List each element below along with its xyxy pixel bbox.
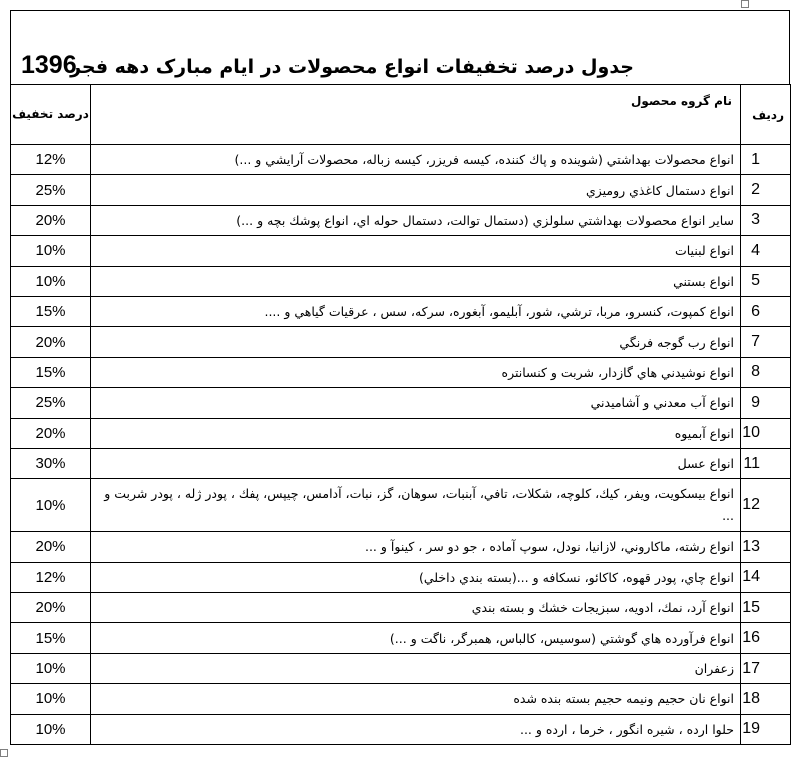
row-number-cell: 16	[741, 623, 791, 653]
discount-cell: 12%	[11, 145, 91, 175]
discount-sheet	[10, 10, 790, 750]
title-year: 1396	[21, 51, 77, 79]
table-row	[11, 296, 791, 326]
group-name-cell: انواع آبميوه	[91, 418, 741, 448]
group-name-cell: انواع بستني	[91, 266, 741, 296]
group-name-cell: انواع رب گوجه فرنگي	[91, 327, 741, 357]
group-name-cell: زعفران	[91, 653, 741, 683]
row-number-cell: 12	[741, 479, 791, 532]
group-name-cell: انواع رشته، ماكاروني، لازانيا، نودل، سوپ آماده ، جو دو سر ، كينوآ و ...	[91, 532, 741, 562]
discount-cell: 30%	[11, 448, 91, 478]
table-row	[11, 653, 791, 683]
table-row	[11, 236, 791, 266]
discount-cell: 20%	[11, 205, 91, 235]
row-number-cell: 6	[741, 296, 791, 326]
table-row	[11, 532, 791, 562]
discount-table	[10, 84, 791, 745]
table-row	[11, 327, 791, 357]
discount-cell: 20%	[11, 418, 91, 448]
row-number-cell: 10	[741, 418, 791, 448]
table-row	[11, 357, 791, 387]
title-box	[10, 10, 790, 84]
table-row	[11, 388, 791, 418]
group-name-cell: انواع كمپوت، كنسرو، مربا، ترشي، شور، آبليمو، آبغوره، سركه، سس ، عرقيات گياهي و ....	[91, 296, 741, 326]
group-name-cell: انواع بيسكويت، ويفر، كيك، كلوچه، شكلات، تافي، آبنبات، سوهان، گز، نبات، آدامس، چيپس، پفك ، پودر ژله ، پودر شربت و ...	[91, 479, 741, 532]
discount-cell: 10%	[11, 653, 91, 683]
table-row	[11, 684, 791, 714]
table-row	[11, 448, 791, 478]
row-number-cell: 19	[741, 714, 791, 744]
discount-cell: 25%	[11, 388, 91, 418]
row-number-cell: 7	[741, 327, 791, 357]
discount-cell: 20%	[11, 327, 91, 357]
corner-marker	[0, 749, 8, 757]
table-row	[11, 175, 791, 205]
discount-cell: 20%	[11, 593, 91, 623]
discount-cell: 15%	[11, 357, 91, 387]
group-name-cell: انواع آب معدني و آشاميدني	[91, 388, 741, 418]
table-row	[11, 145, 791, 175]
table-row	[11, 714, 791, 744]
group-name-cell: حلوا ارده ، شيره انگور ، خرما ، ارده و ...	[91, 714, 741, 744]
row-number-cell: 5	[741, 266, 791, 296]
row-number-cell: 14	[741, 562, 791, 592]
table-body	[11, 145, 791, 745]
row-number-cell: 4	[741, 236, 791, 266]
group-name-cell: انواع نان حجیم ونیمه حجیم بسته بنده شده	[91, 684, 741, 714]
discount-cell: 10%	[11, 479, 91, 532]
table-row	[11, 205, 791, 235]
discount-cell: 10%	[11, 714, 91, 744]
group-name-cell: انواع آرد، نمك، ادويه، سبزيجات خشك و بسته بندي	[91, 593, 741, 623]
discount-cell: 20%	[11, 532, 91, 562]
group-name-cell: ساير انواع محصولات بهداشتي سلولزي (دستمال توالت، دستمال حوله اي، انواع پوشك بچه و ...)	[91, 205, 741, 235]
row-number-cell: 1	[741, 145, 791, 175]
group-name-cell: انواع محصولات بهداشتي (شوينده و پاك كننده، كيسه فريزر، كيسه زباله، محصولات آرايشي و ...)	[91, 145, 741, 175]
row-number-cell: 18	[741, 684, 791, 714]
discount-cell: 10%	[11, 266, 91, 296]
group-name-cell: انواع عسل	[91, 448, 741, 478]
table-header-row	[11, 85, 791, 145]
table-row	[11, 562, 791, 592]
row-number-cell: 15	[741, 593, 791, 623]
discount-cell: 15%	[11, 623, 91, 653]
discount-cell: 12%	[11, 562, 91, 592]
row-number-cell: 17	[741, 653, 791, 683]
group-name-cell: انواع فرآورده هاي گوشتي (سوسيس، كالباس، همبرگر، ناگت و ...)	[91, 623, 741, 653]
group-name-cell: انواع لبنيات	[91, 236, 741, 266]
corner-marker	[741, 0, 749, 8]
discount-cell: 15%	[11, 296, 91, 326]
table-row	[11, 479, 791, 532]
table-row	[11, 593, 791, 623]
group-name-cell: انواع دستمال كاغذي روميزي	[91, 175, 741, 205]
group-name-cell: انواع نوشيدني هاي گازدار، شربت و كنسانتره	[91, 357, 741, 387]
row-number-cell: 8	[741, 357, 791, 387]
header-group-name: نام گروه محصول	[91, 85, 741, 145]
discount-cell: 25%	[11, 175, 91, 205]
group-name-cell: انواع چاي، پودر قهوه، كاكائو، نسكافه و ...(بسته بندي داخلي)	[91, 562, 741, 592]
table-row	[11, 418, 791, 448]
discount-cell: 10%	[11, 236, 91, 266]
row-number-cell: 9	[741, 388, 791, 418]
table-row	[11, 623, 791, 653]
row-number-cell: 3	[741, 205, 791, 235]
discount-cell: 10%	[11, 684, 91, 714]
page-title: جدول درصد تخفيفات انواع محصولات در ایام مبارک دهه فجر	[70, 56, 634, 78]
header-row-number: ردیف	[741, 85, 791, 145]
row-number-cell: 13	[741, 532, 791, 562]
row-number-cell: 11	[741, 448, 791, 478]
table-row	[11, 266, 791, 296]
row-number-cell: 2	[741, 175, 791, 205]
header-discount: درصد تخفیف	[11, 85, 91, 145]
